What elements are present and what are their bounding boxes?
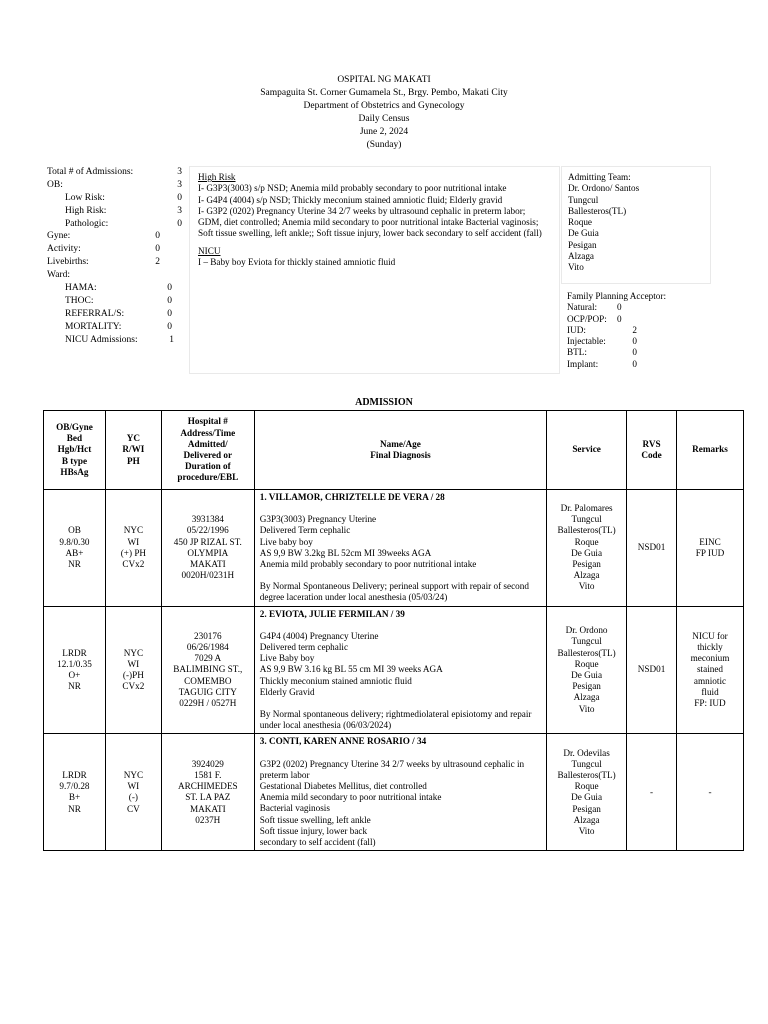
cell-ob-bed: LRDR 12.1/0.35 O+ NR <box>44 606 106 734</box>
fp-iud: IUD: 2 <box>567 324 637 335</box>
header-yc-rwi-ph: YC R/WI PH <box>105 411 161 490</box>
patient-name: 1. VILLAMOR, CHRIZTELLE DE VERA / 28 <box>259 492 445 502</box>
cell-service: Dr. Odevilas Tungcul Ballesteros(TL) Roque De Guia Pesigan Alzaga Vito <box>547 734 627 851</box>
header-name-diagnosis: Name/Age Final Diagnosis <box>254 411 546 490</box>
cell-hospital-no: 230176 06/26/1984 7029 A BALIMBING ST., COMEMBO TAGUIG CITY 0229H / 0527H <box>161 606 254 734</box>
stat-referrals: REFERRAL/S: 0 <box>65 308 172 319</box>
fp-ocp-pop: OCP/POP: 0 <box>567 313 622 324</box>
header-hospital-no: Hospital # Address/Time Admitted/ Delivered or Duration of procedure/EBL <box>161 411 254 490</box>
patient-name: 3. CONTI, KAREN ANNE ROSARIO / 34 <box>259 736 427 747</box>
cell-remarks: EINC FP IUD <box>677 490 744 607</box>
cell-rvs-code: NSD01 <box>627 606 677 734</box>
cell-rvs-code: NSD01 <box>627 490 677 607</box>
header-rvs-code: RVS Code <box>627 411 677 490</box>
census-header <box>0 74 768 152</box>
cell-diagnosis: 3. CONTI, KAREN ANNE ROSARIO / 34 G3P2 (0202) Pregnancy Uterine 34 2/7 weeks by ultrasound cephalic in preterm labor Gestational Diabetes Mellitus, diet controlled Anemia mild secondary to poor nutritional intake Bacterial vaginosis Soft tissue swelling, left ankle Soft tissue injury, lower back secondary to self accident (fall) <box>254 734 546 851</box>
high-risk-line: I- G3P3(3003) s/p NSD; Anemia mild probably secondary to poor nutritional intake <box>198 183 507 194</box>
stat-nicu-admissions: NICU Admissions: 1 <box>65 334 174 345</box>
cell-ob-bed: OB 9.8/0.30 AB+ NR <box>44 490 106 607</box>
team-member: Tungcul <box>568 194 599 205</box>
admission-header-row <box>44 411 744 490</box>
cell-diagnosis: 2. EVIOTA, JULIE FERMILAN / 39 G4P4 (4004) Pregnancy Uterine Delivered term cephalic Live Baby boy AS 9,9 BW 3.16 kg BL 55 cm MI 39 weeks AGA Thickly meconium stained amniotic fluid Elderly Gravid By Normal spontaneous delivery; rightmediolateral episiotomy and repair under local anesthesia (06/03/2024) <box>254 606 546 734</box>
stat-high-risk: High Risk: 3 <box>65 205 182 216</box>
high-risk-box <box>189 166 560 374</box>
team-member: Alzaga <box>568 251 595 262</box>
cell-yc: NYC WI (-) CV <box>105 734 161 851</box>
table-row <box>44 606 744 734</box>
cell-yc: NYC WI (-)PH CVx2 <box>105 606 161 734</box>
fp-natural: Natural: 0 <box>567 302 622 313</box>
cell-diagnosis: 1. VILLAMOR, CHRIZTELLE DE VERA / 28 G3P3(3003) Pregnancy Uterine Delivered Term cephalic Live baby boy AS 9,9 BW 3.2kg BL 52cm MI 39weeks AGA Anemia mild probably secondary to poor nutritional intake By Normal Spontaneous Delivery; perineal support with repair of second degree laceration under local anesthesia (05/03/24) <box>254 490 546 607</box>
table-row <box>44 734 744 851</box>
stat-thoc: THOC: 0 <box>65 295 172 306</box>
stat-total-admissions: Total # of Admissions: 3 <box>47 167 182 177</box>
cell-remarks: NICU for thickly meconium stained amniotic fluid FP: IUD <box>677 606 744 734</box>
stat-hama: HAMA: 0 <box>65 283 172 294</box>
stat-livebirths: Livebirths: 2 <box>47 257 160 268</box>
cell-remarks: - <box>677 734 744 851</box>
census-day: (Sunday) <box>366 140 402 150</box>
nicu-line: I – Baby boy Eviota for thickly stained amniotic fluid <box>198 257 396 268</box>
admission-title: ADMISSION <box>355 397 413 408</box>
family-planning-box <box>561 288 711 374</box>
department-name: Department of Obstetrics and Gynecology <box>303 101 465 111</box>
admitting-team-title: Admitting Team: <box>568 172 631 182</box>
team-member: Pesigan <box>568 239 597 250</box>
fp-btl: BTL: 0 <box>567 347 637 358</box>
cell-rvs-code: - <box>627 734 677 851</box>
table-row <box>44 490 744 607</box>
nicu-title: NICU <box>198 245 221 256</box>
stat-ob: OB: 3 <box>47 179 182 190</box>
census-stats <box>47 166 182 346</box>
high-risk-title: High Risk <box>198 172 236 182</box>
header-remarks: Remarks <box>677 411 744 490</box>
cell-yc: NYC WI (+) PH CVx2 <box>105 490 161 607</box>
hospital-address: Sampaguita St. Corner Gumamela St., Brgy. Pembo, Makati City <box>260 88 508 98</box>
stat-gyne: Gyne: 0 <box>47 231 160 242</box>
team-member: De Guia <box>568 228 599 239</box>
team-member: Ballesteros(TL) <box>568 205 627 216</box>
stat-activity: Activity: 0 <box>47 244 160 255</box>
fp-implant: Implant: 0 <box>567 358 637 369</box>
cell-service: Dr. Ordono Tungcul Ballesteros(TL) Roque De Guia Pesigan Alzaga Vito <box>547 606 627 734</box>
cell-service: Dr. Palomares Tungcul Ballesteros(TL) Roque De Guia Pesigan Alzaga Vito <box>547 490 627 607</box>
fp-injectable: Injectable: 0 <box>567 336 637 347</box>
cell-hospital-no: 3931384 05/22/1996 450 JP RIZAL ST. OLYMPIA MAKATI 0020H/0231H <box>161 490 254 607</box>
cell-hospital-no: 3924029 1581 F. ARCHIMEDES ST. LA PAZ MAKATI 0237H <box>161 734 254 851</box>
header-service: Service <box>547 411 627 490</box>
admitting-team-box <box>561 166 711 284</box>
stat-ward: Ward: <box>47 270 70 281</box>
stat-low-risk: Low Risk: 0 <box>65 192 182 203</box>
stat-pathologic: Pathologic: 0 <box>65 218 182 229</box>
team-member: Vito <box>568 262 584 273</box>
family-planning-title: Family Planning Acceptor: <box>567 291 667 301</box>
census-date: June 2, 2024 <box>359 127 409 137</box>
header-ob-gyne-bed: OB/Gyne Bed Hgb/Hct B type HBsAg <box>44 411 106 490</box>
patient-name: 2. EVIOTA, JULIE FERMILAN / 39 <box>259 608 405 619</box>
admission-table <box>43 410 744 851</box>
team-member: Roque <box>568 217 592 228</box>
cell-ob-bed: LRDR 9.7/0.28 B+ NR <box>44 734 106 851</box>
hospital-name: OSPITAL NG MAKATI <box>337 75 431 85</box>
high-risk-line: I- G4P4 (4004) s/p NSD; Thickly meconium stained amniotic fluid; Elderly gravid <box>198 194 503 205</box>
team-member: Dr. Ordono/ Santos <box>568 183 640 194</box>
stat-mortality: MORTALITY: 0 <box>65 321 172 332</box>
document-title: Daily Census <box>358 114 410 124</box>
high-risk-line: I- G3P2 (0202) Pregnancy Uterine 34 2/7 weeks by ultrasound cephalic in preterm labor; GDM, diet controlled; Anemia mild secondary to poor nutritional intake Bacterial vaginosis; Soft tissue swelling, left ankle;; Soft tissue injury, lower back secondary to self accident (fall) <box>198 205 542 239</box>
